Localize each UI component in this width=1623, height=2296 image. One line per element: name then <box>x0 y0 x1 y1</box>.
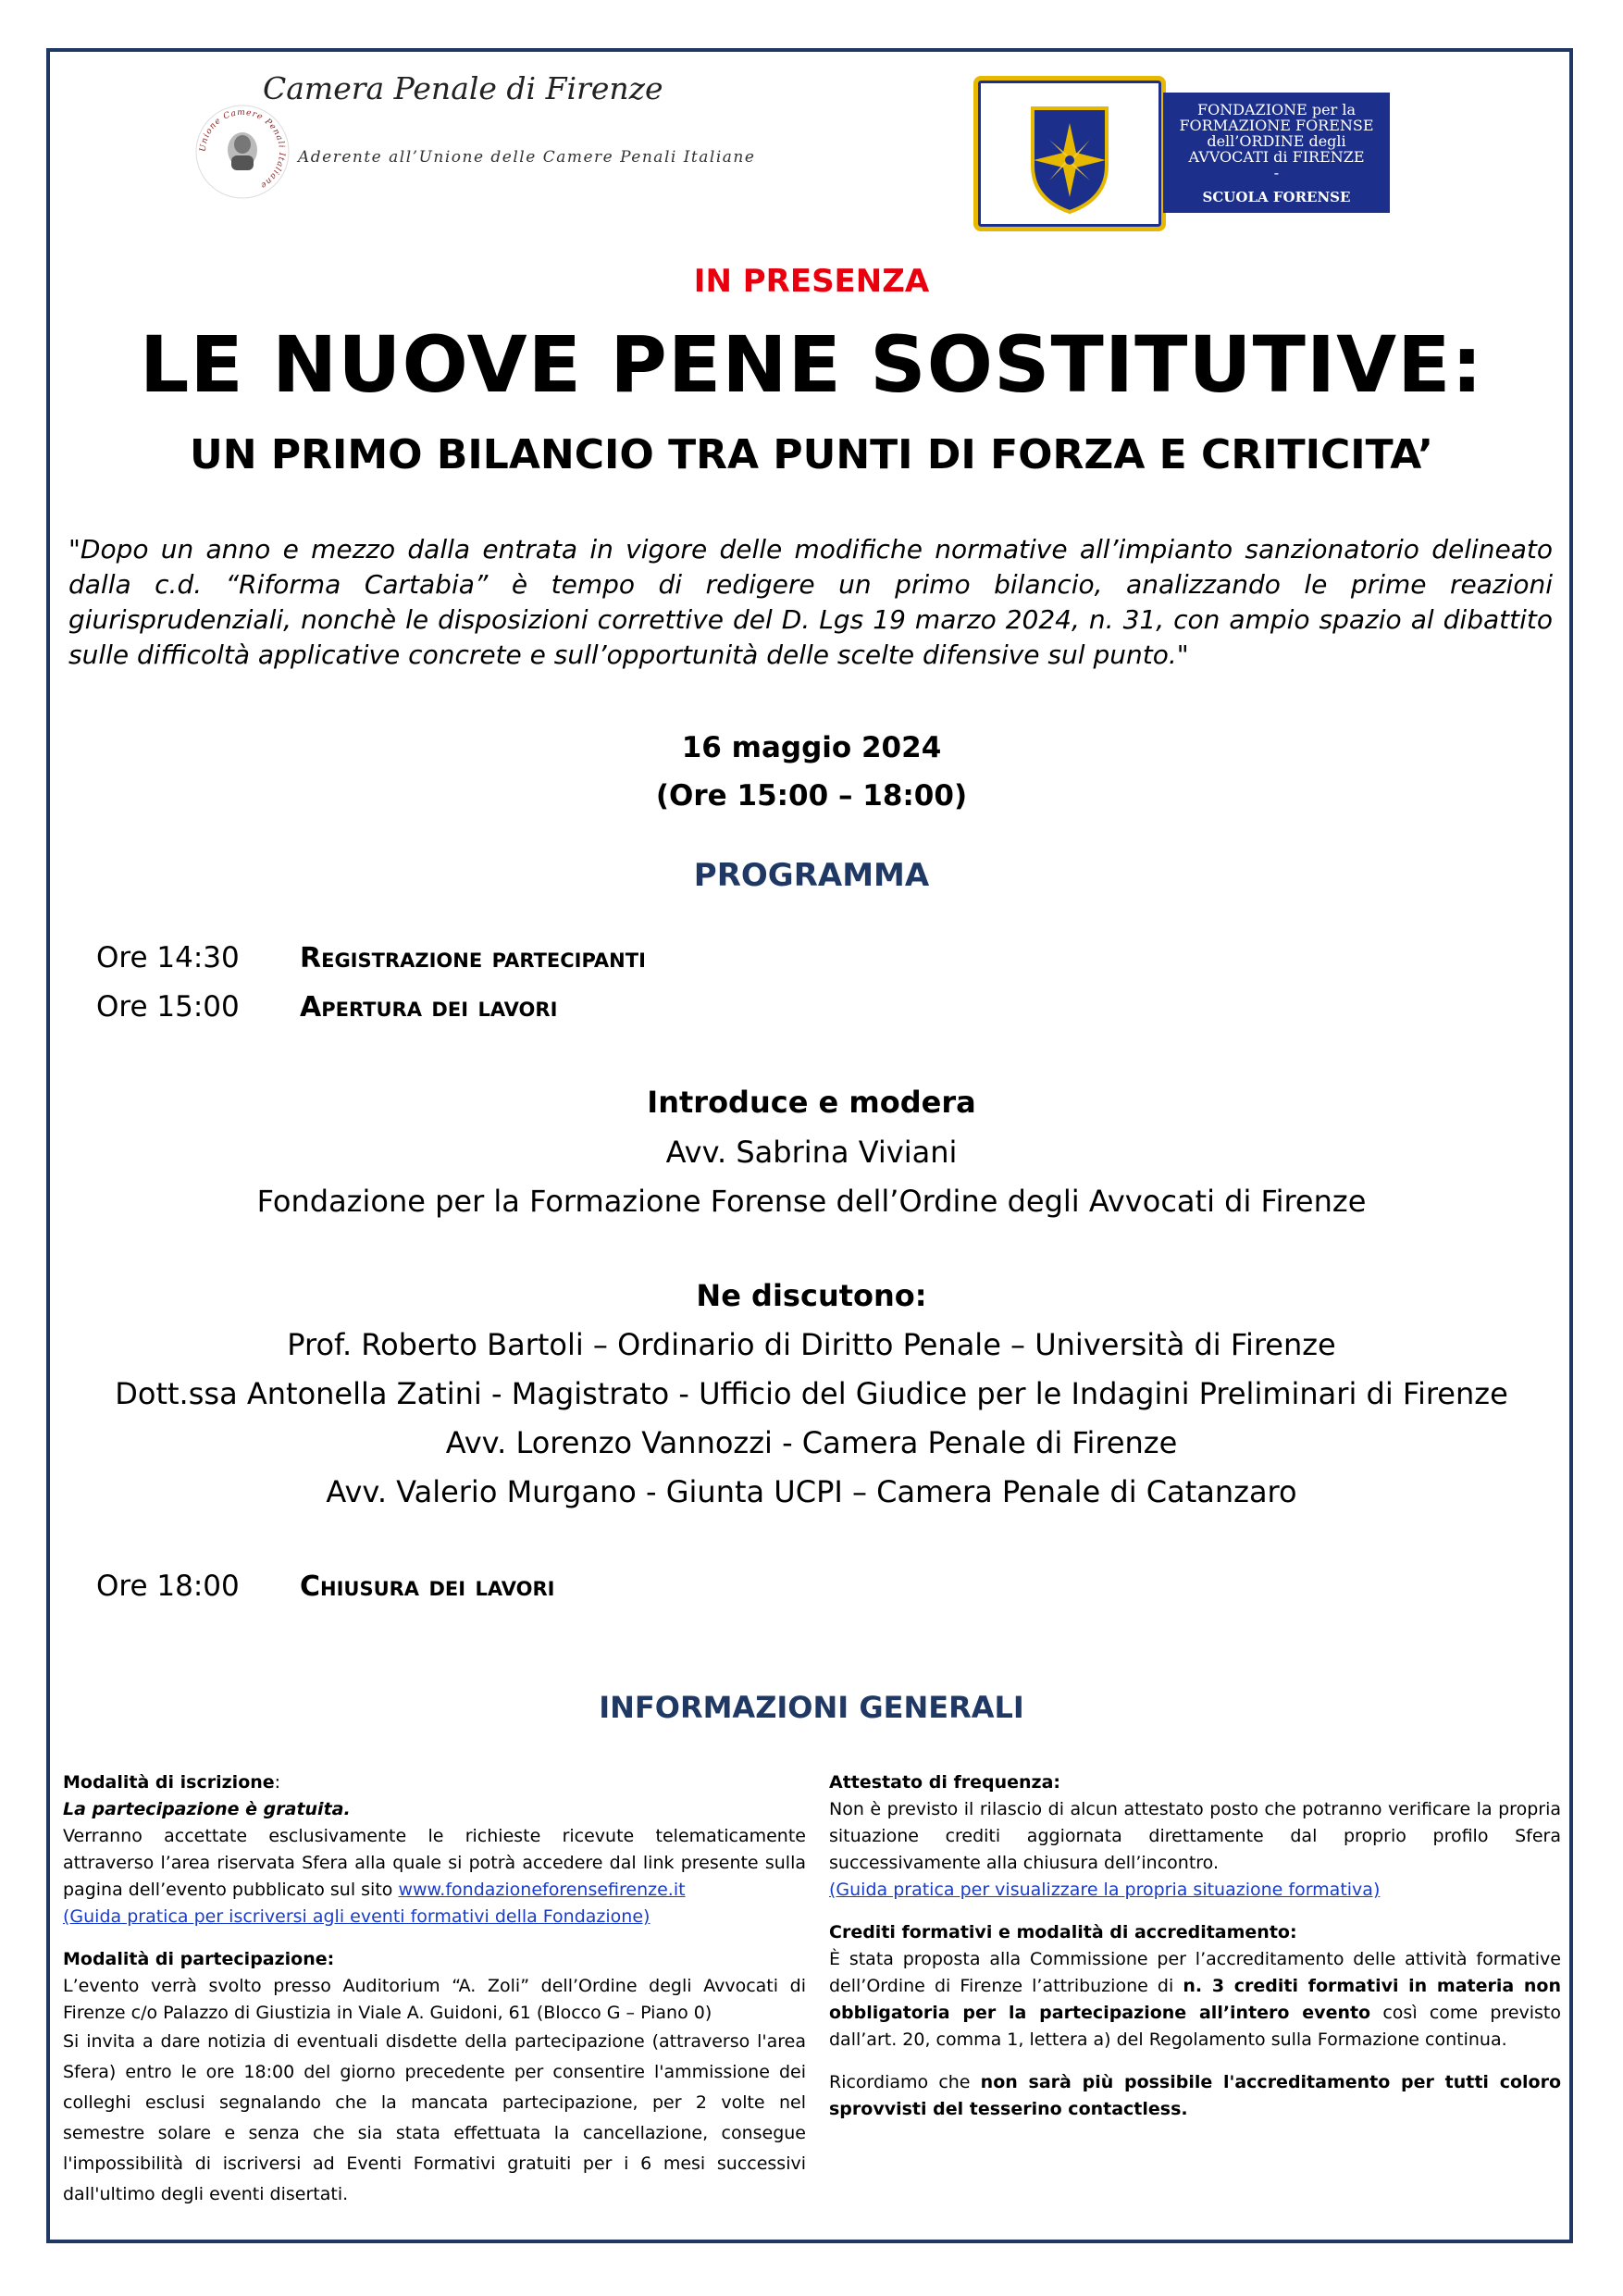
info-heading: INFORMAZIONI GENERALI <box>599 1690 1024 1725</box>
fondazione-logo-line: FORMAZIONE FORENSE <box>1179 117 1374 134</box>
partecipazione-disdette: Si invita a dare notizia di eventuali disdette della partecipazione (attraverso l'area Sfera) entro le ore 18:00 del giorno precedente per consentire l'ammissione dei colleghi esclusi segnalando che la mancata partecipazione, per 2 volte nel semestre solare e senza che sia stata effettuata la cancellazione, consegue l'impossibilità di iscriversi ad Eventi Formativi gratuiti per i 6 mesi successivi dall'ultimo degli eventi disertati. <box>63 2031 806 2204</box>
cpf-seal-logo <box>194 104 291 200</box>
moderator-name: Avv. Sabrina Viviani <box>665 1135 958 1170</box>
svg-text:Unione Camere Penali Italiane: Unione Camere Penali Italiane <box>198 107 287 191</box>
speaker-item: Avv. Lorenzo Vannozzi - Camera Penale di Firenze <box>445 1425 1178 1460</box>
crediti-text-block <box>829 1946 1561 2054</box>
event-description: "Dopo un anno e mezzo dalla entrata in vigore delle modifiche normative all’impianto sanzionatorio delineato dalla c.d. “Riforma Cartabia” è tempo di redigere un primo bilancio, analizzando le prime reazioni giurisprudenziali, nonchè le disposizioni correttive del D. Lgs 19 marzo 2024, n. 31, con ampio spazio al dibattito sulle difficoltà applicative concrete e sull’opportunità delle scelte difensive sul punto." <box>68 534 1553 670</box>
schedule-time: Ore 15:00 <box>96 990 240 1024</box>
schedule-row <box>96 990 836 1024</box>
schedule-label: Chiusura dei lavori <box>300 1570 555 1603</box>
iscrizione-text: Verranno accettate esclusivamente le richieste ricevute telematicamente attraverso l’area riservata Sfera alla quale si potrà accedere dal link presente sulla pagina dell’evento pubblicato sul sito <box>63 1826 806 1900</box>
moderator-affiliation: Fondazione per la Formazione Forense dell’Ordine degli Avvocati di Firenze <box>256 1184 1367 1219</box>
speaker-item: Prof. Roberto Bartoli – Ordinario di Diritto Penale – Università di Firenze <box>287 1327 1336 1362</box>
iscrizione-guide-link[interactable]: (Guida pratica per iscriversi agli eventi formativi della Fondazione) <box>63 1906 650 1927</box>
site-link[interactable]: www.fondazioneforensefirenze.it <box>398 1880 686 1900</box>
crediti-text-bold: n. 3 crediti formativi in materia non obbligatoria per la partecipazione all’intero evento <box>829 1976 1561 2023</box>
iscrizione-free: La partecipazione è gratuita. <box>63 1799 351 1819</box>
iscrizione-text-block <box>63 1823 806 1904</box>
moderator-heading: Introduce e modera <box>647 1085 976 1120</box>
event-subtitle: UN PRIMO BILANCIO TRA PUNTI DI FORZA E CRITICITA’ <box>190 431 1433 478</box>
attestato-text: Non è previsto il rilascio di alcun attestato posto che potranno verificare la propria situazione crediti aggiornata direttamente dal proprio profilo Sfera successivamente alla chiusura dell’incontro. <box>829 1799 1561 1873</box>
iscrizione-heading: Modalità di iscrizione <box>63 1772 275 1793</box>
programma-heading: PROGRAMMA <box>693 857 930 894</box>
fondazione-logo-line: AVVOCATI di FIRENZE <box>1188 148 1365 166</box>
schedule-row-closing <box>96 1570 836 1603</box>
fondazione-logo-line: FONDAZIONE per la <box>1196 101 1357 118</box>
schedule-label: Registrazione partecipanti <box>300 942 646 974</box>
speaker-item: Dott.ssa Antonella Zatini - Magistrato - Ufficio del Giudice per le Indagini Preliminari di Firenze <box>115 1376 1508 1411</box>
schedule-time: Ore 14:30 <box>96 941 240 974</box>
crediti-heading: Crediti formativi e modalità di accreditamento: <box>829 1922 1297 1942</box>
scuola-forense-label: SCUOLA FORENSE <box>1202 189 1351 205</box>
event-time: (Ore 15:00 – 18:00) <box>655 779 968 813</box>
event-mode: IN PRESENZA <box>693 263 930 300</box>
reminder-text: Ricordiamo che <box>829 2072 981 2092</box>
attestato-heading: Attestato di frequenza: <box>829 1772 1060 1793</box>
iscrizione-colon: : <box>274 1772 281 1793</box>
speakers-heading: Ne discutono: <box>696 1278 927 1313</box>
info-left-column <box>63 1769 806 2210</box>
schedule-row <box>96 941 836 974</box>
schedule-label: Apertura dei lavori <box>300 991 558 1024</box>
fondazione-logo-text <box>1163 93 1390 213</box>
fondazione-logo-line: dell’ORDINE degli <box>1207 132 1346 150</box>
attestato-guide-link[interactable]: (Guida pratica per visualizzare la propria situazione formativa) <box>829 1880 1381 1900</box>
fondazione-logo <box>973 76 1390 231</box>
shield-icon <box>973 76 1166 231</box>
crediti-text-b: così come previsto dall’art. 20, comma 1, lettera a) del Regolamento sulla Formazione continua. <box>829 2003 1561 2050</box>
speaker-item: Avv. Valerio Murgano - Giunta UCPI – Camera Penale di Catanzaro <box>326 1474 1297 1509</box>
partecipazione-location: L’evento verrà svolto presso Auditorium “A. Zoli” dell’Ordine degli Avvocati di Firenze c/o Palazzo di Giustizia in Viale A. Guidoni, 61 (Blocco G – Piano 0) <box>63 1976 806 2023</box>
event-date: 16 maggio 2024 <box>681 731 942 764</box>
event-title: LE NUOVE PENE SOSTITUTIVE: <box>139 319 1484 410</box>
reminder-block <box>829 2069 1561 2123</box>
schedule-time: Ore 18:00 <box>96 1570 240 1603</box>
reminder-bold: non sarà più possibile l'accreditamento per tutti coloro sprovvisti del tesserino contactless. <box>829 2072 1561 2119</box>
crediti-text-a: È stata proposta alla Commissione per l’accreditamento delle attività formative dell’Ordine di Firenze l’attribuzione di <box>829 1949 1561 1996</box>
iscrizione-heading-line <box>63 1769 806 1796</box>
cpf-tagline: Aderente all’Unione delle Camere Penali Italiane <box>298 148 756 167</box>
partecipazione-heading: Modalità di partecipazione: <box>63 1949 335 1969</box>
cpf-logo-title: Camera Penale di Firenze <box>263 70 663 106</box>
fondazione-logo-line: - <box>1273 164 1280 181</box>
info-right-column <box>829 1769 1561 2123</box>
